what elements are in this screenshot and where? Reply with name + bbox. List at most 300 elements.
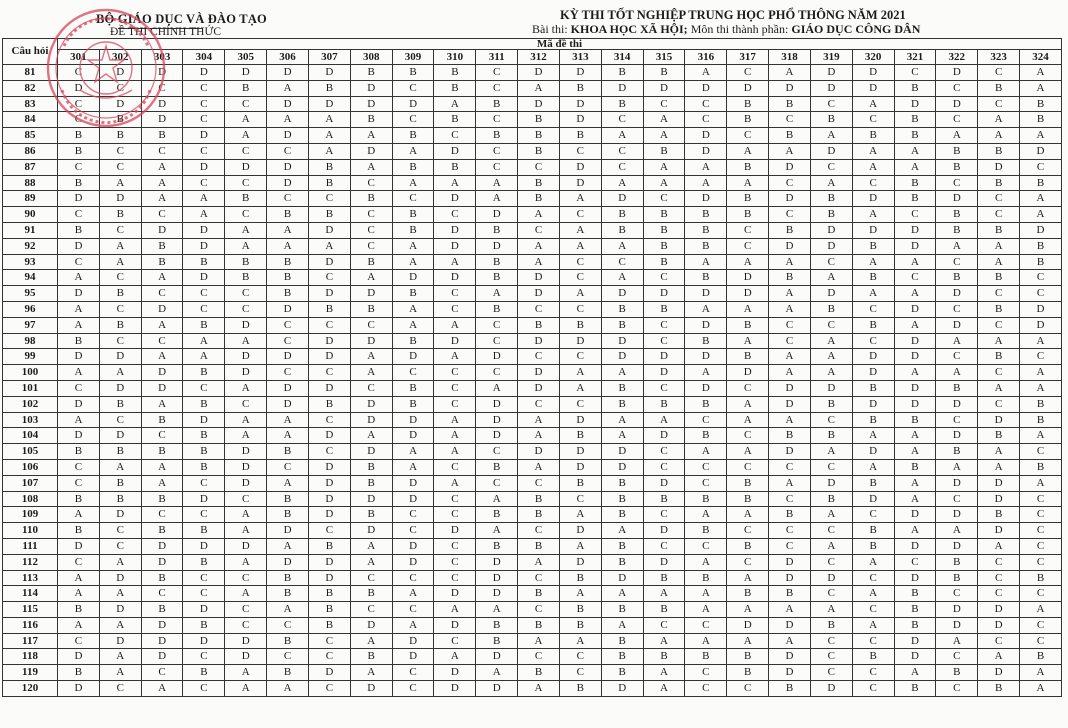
- answer-cell: A: [727, 143, 769, 159]
- answer-cell: B: [894, 602, 936, 618]
- answer-cell: A: [141, 475, 183, 491]
- answer-cell: D: [225, 475, 267, 491]
- answer-cell: D: [350, 491, 392, 507]
- answer-cell: A: [769, 412, 811, 428]
- question-number: 104: [3, 428, 58, 444]
- answer-cell: B: [601, 554, 643, 570]
- answer-cell: C: [434, 380, 476, 396]
- answer-cell: D: [308, 222, 350, 238]
- answer-cell: B: [936, 665, 978, 681]
- answer-cell: A: [183, 207, 225, 223]
- answer-cell: B: [476, 128, 518, 144]
- answer-cell: B: [894, 412, 936, 428]
- answer-cell: C: [476, 159, 518, 175]
- answer-cell: B: [769, 96, 811, 112]
- answer-cell: B: [58, 491, 100, 507]
- answer-cell: B: [476, 538, 518, 554]
- question-number: 102: [3, 396, 58, 412]
- answer-cell: C: [267, 333, 309, 349]
- answer-cell: A: [141, 270, 183, 286]
- answer-cell: B: [936, 207, 978, 223]
- answer-cell: B: [308, 301, 350, 317]
- table-row: [3, 428, 1062, 444]
- answer-cell: D: [769, 380, 811, 396]
- answer-cell: C: [350, 222, 392, 238]
- answer-cell: A: [518, 238, 560, 254]
- answer-cell: A: [894, 254, 936, 270]
- question-number: 93: [3, 254, 58, 270]
- answer-cell: C: [434, 396, 476, 412]
- answer-cell: B: [559, 475, 601, 491]
- exam-code-321: 321: [894, 50, 936, 65]
- answer-cell: C: [727, 380, 769, 396]
- answer-cell: B: [267, 570, 309, 586]
- answer-cell: A: [810, 175, 852, 191]
- answer-cell: C: [810, 523, 852, 539]
- question-number: 82: [3, 80, 58, 96]
- exam-code-301: 301: [58, 50, 100, 65]
- table-row: [3, 681, 1062, 697]
- answer-cell: C: [267, 191, 309, 207]
- answer-cell: A: [1020, 80, 1062, 96]
- answer-cell: A: [1020, 207, 1062, 223]
- question-number: 115: [3, 602, 58, 618]
- answer-cell: C: [58, 207, 100, 223]
- answer-cell: A: [894, 159, 936, 175]
- answer-cell: A: [601, 617, 643, 633]
- answer-cell: A: [727, 412, 769, 428]
- answer-cell: D: [852, 65, 894, 81]
- answer-cell: B: [559, 570, 601, 586]
- answer-cell: C: [183, 681, 225, 697]
- answer-cell: C: [267, 649, 309, 665]
- answer-cell: D: [810, 380, 852, 396]
- answer-cell: A: [225, 665, 267, 681]
- answer-cell: D: [518, 380, 560, 396]
- answer-cell: B: [643, 222, 685, 238]
- answer-cell: B: [476, 270, 518, 286]
- answer-cell: D: [559, 159, 601, 175]
- answer-cell: C: [225, 143, 267, 159]
- answer-cell: B: [141, 570, 183, 586]
- answer-cell: A: [601, 412, 643, 428]
- answer-cell: B: [852, 538, 894, 554]
- answer-cell: A: [267, 475, 309, 491]
- exam-code-header: Mã đề thi: [58, 39, 1062, 50]
- answer-cell: A: [559, 586, 601, 602]
- answer-cell: C: [559, 207, 601, 223]
- answer-cell: A: [58, 270, 100, 286]
- answer-cell: B: [685, 270, 727, 286]
- component-name: GIÁO DỤC CÔNG DÂN: [791, 22, 921, 36]
- answer-cell: D: [350, 80, 392, 96]
- table-row: [3, 570, 1062, 586]
- answer-cell: A: [183, 191, 225, 207]
- exam-code-320: 320: [852, 50, 894, 65]
- answer-cell: A: [727, 396, 769, 412]
- table-row: [3, 586, 1062, 602]
- answer-cell: A: [434, 602, 476, 618]
- answer-cell: C: [99, 222, 141, 238]
- question-number: 107: [3, 475, 58, 491]
- answer-cell: C: [476, 444, 518, 460]
- answer-cell: A: [978, 254, 1020, 270]
- answer-cell: D: [476, 570, 518, 586]
- answer-cell: A: [141, 191, 183, 207]
- answer-cell: B: [601, 301, 643, 317]
- answer-cell: C: [727, 222, 769, 238]
- answer-cell: D: [99, 507, 141, 523]
- answer-cell: D: [810, 681, 852, 697]
- answer-cell: D: [978, 491, 1020, 507]
- answer-cell: D: [392, 349, 434, 365]
- answer-cell: B: [727, 207, 769, 223]
- answer-cell: C: [476, 365, 518, 381]
- answer-cell: A: [225, 380, 267, 396]
- question-number: 92: [3, 238, 58, 254]
- answer-cell: B: [225, 80, 267, 96]
- question-number: 85: [3, 128, 58, 144]
- answer-cell: D: [225, 159, 267, 175]
- subject-name: KHOA HỌC XÃ HỘI;: [570, 22, 688, 36]
- answer-cell: D: [894, 222, 936, 238]
- answer-cell: A: [267, 681, 309, 697]
- answer-cell: D: [936, 617, 978, 633]
- answer-cell: B: [141, 238, 183, 254]
- answer-cell: B: [559, 317, 601, 333]
- question-number: 98: [3, 333, 58, 349]
- answer-cell: B: [852, 128, 894, 144]
- answer-cell: D: [685, 317, 727, 333]
- answer-cell: D: [685, 349, 727, 365]
- answer-cell: C: [810, 459, 852, 475]
- table-row: [3, 396, 1062, 412]
- answer-cell: B: [852, 238, 894, 254]
- answer-cell: C: [183, 112, 225, 128]
- answer-cell: C: [852, 175, 894, 191]
- table-row: [3, 444, 1062, 460]
- answer-cell: D: [559, 459, 601, 475]
- answer-cell: C: [601, 112, 643, 128]
- answer-cell: C: [225, 617, 267, 633]
- answer-cell: A: [559, 365, 601, 381]
- answer-cell: C: [518, 396, 560, 412]
- answer-cell: D: [183, 65, 225, 81]
- answer-cell: B: [518, 665, 560, 681]
- answer-cell: A: [894, 143, 936, 159]
- answer-cell: A: [392, 317, 434, 333]
- answer-cell: A: [978, 380, 1020, 396]
- answer-cell: A: [434, 96, 476, 112]
- answer-cell: D: [267, 554, 309, 570]
- question-header: Câu hỏi: [3, 39, 58, 65]
- answer-cell: D: [727, 286, 769, 302]
- table-row: [3, 112, 1062, 128]
- answer-cell: C: [978, 365, 1020, 381]
- table-row: [3, 617, 1062, 633]
- answer-cell: B: [978, 143, 1020, 159]
- answer-cell: B: [978, 428, 1020, 444]
- answer-cell: A: [559, 286, 601, 302]
- answer-cell: D: [308, 254, 350, 270]
- answer-cell: A: [978, 538, 1020, 554]
- answer-cell: C: [392, 191, 434, 207]
- answer-cell: D: [58, 396, 100, 412]
- question-number: 87: [3, 159, 58, 175]
- answer-cell: A: [559, 222, 601, 238]
- answer-cell: A: [601, 428, 643, 444]
- answer-cell: D: [601, 80, 643, 96]
- answer-cell: D: [392, 270, 434, 286]
- answer-cell: D: [936, 428, 978, 444]
- answer-cell: B: [894, 459, 936, 475]
- answer-cell: C: [685, 681, 727, 697]
- answer-cell: D: [58, 681, 100, 697]
- answer-cell: D: [99, 428, 141, 444]
- answer-cell: B: [685, 491, 727, 507]
- answer-cell: D: [601, 570, 643, 586]
- exam-code-319: 319: [810, 50, 852, 65]
- table-row: [3, 80, 1062, 96]
- answer-cell: A: [434, 175, 476, 191]
- answer-cell: B: [476, 222, 518, 238]
- answer-cell: D: [225, 444, 267, 460]
- question-number: 97: [3, 317, 58, 333]
- answer-cell: A: [350, 538, 392, 554]
- answer-cell: D: [685, 128, 727, 144]
- answer-cell: A: [894, 317, 936, 333]
- table-row: [3, 191, 1062, 207]
- answer-cell: A: [225, 222, 267, 238]
- answer-cell: B: [350, 65, 392, 81]
- answer-cell: C: [559, 396, 601, 412]
- answer-cell: C: [978, 286, 1020, 302]
- ministry-name: BỘ GIÁO DỤC VÀ ĐÀO TẠO: [96, 12, 267, 26]
- answer-cell: A: [601, 586, 643, 602]
- answer-cell: A: [434, 254, 476, 270]
- answer-cell: B: [685, 222, 727, 238]
- answer-cell: C: [769, 175, 811, 191]
- answer-cell: D: [350, 444, 392, 460]
- answer-cell: A: [350, 349, 392, 365]
- answer-cell: C: [643, 538, 685, 554]
- answer-cell: D: [894, 349, 936, 365]
- answer-cell: A: [99, 238, 141, 254]
- answer-cell: C: [308, 523, 350, 539]
- answer-cell: C: [99, 270, 141, 286]
- answer-cell: A: [685, 365, 727, 381]
- answer-cell: C: [392, 570, 434, 586]
- answer-cell: D: [434, 617, 476, 633]
- answer-cell: D: [476, 349, 518, 365]
- answer-cell: D: [58, 238, 100, 254]
- answer-cell: D: [392, 412, 434, 428]
- answer-cell: A: [852, 554, 894, 570]
- answer-cell: D: [476, 649, 518, 665]
- answer-cell: A: [643, 175, 685, 191]
- answer-cell: B: [1020, 459, 1062, 475]
- question-number: 113: [3, 570, 58, 586]
- answer-cell: B: [643, 602, 685, 618]
- answer-cell: C: [58, 65, 100, 81]
- answer-cell: B: [183, 523, 225, 539]
- answer-cell: D: [141, 617, 183, 633]
- answer-cell: B: [392, 286, 434, 302]
- answer-cell: A: [518, 412, 560, 428]
- answer-cell: A: [727, 507, 769, 523]
- answer-cell: C: [434, 301, 476, 317]
- table-row: [3, 365, 1062, 381]
- exam-code-313: 313: [559, 50, 601, 65]
- answer-cell: D: [643, 554, 685, 570]
- answer-cell: D: [978, 159, 1020, 175]
- answer-cell: B: [183, 317, 225, 333]
- answer-cell: C: [476, 475, 518, 491]
- answer-cell: B: [727, 317, 769, 333]
- answer-cell: D: [894, 396, 936, 412]
- answer-cell: B: [601, 96, 643, 112]
- answer-cell: D: [434, 238, 476, 254]
- answer-cell: B: [643, 570, 685, 586]
- answer-cell: B: [350, 191, 392, 207]
- answer-cell: C: [978, 65, 1020, 81]
- answer-cell: C: [476, 112, 518, 128]
- answer-cell: B: [978, 507, 1020, 523]
- answer-cell: D: [183, 128, 225, 144]
- answer-cell: C: [99, 333, 141, 349]
- answer-cell: A: [99, 365, 141, 381]
- answer-cell: D: [141, 554, 183, 570]
- answer-cell: D: [350, 681, 392, 697]
- answer-cell: A: [392, 459, 434, 475]
- answer-cell: B: [476, 301, 518, 317]
- exam-code-316: 316: [685, 50, 727, 65]
- answer-cell: A: [852, 207, 894, 223]
- answer-cell: D: [518, 365, 560, 381]
- answer-cell: D: [476, 554, 518, 570]
- answer-cell: B: [350, 459, 392, 475]
- answer-cell: A: [225, 238, 267, 254]
- answer-cell: A: [183, 333, 225, 349]
- answer-cell: D: [852, 444, 894, 460]
- answer-cell: B: [141, 523, 183, 539]
- answer-cell: C: [685, 112, 727, 128]
- answer-cell: D: [308, 491, 350, 507]
- answer-cell: B: [601, 475, 643, 491]
- answer-cell: D: [350, 523, 392, 539]
- answer-cell: D: [559, 554, 601, 570]
- answer-cell: B: [559, 602, 601, 618]
- table-row: [3, 491, 1062, 507]
- answer-cell: B: [601, 396, 643, 412]
- answer-cell: D: [894, 333, 936, 349]
- answer-cell: A: [978, 444, 1020, 460]
- question-number: 94: [3, 270, 58, 286]
- answer-cell: C: [392, 681, 434, 697]
- answer-cell: D: [936, 96, 978, 112]
- answer-cell: B: [810, 191, 852, 207]
- answer-cell: C: [141, 207, 183, 223]
- answer-cell: A: [476, 175, 518, 191]
- answer-cell: B: [225, 191, 267, 207]
- answer-cell: B: [685, 238, 727, 254]
- question-number: 99: [3, 349, 58, 365]
- table-row: [3, 301, 1062, 317]
- answer-cell: D: [476, 396, 518, 412]
- answer-cell: C: [1020, 617, 1062, 633]
- answer-cell: A: [476, 491, 518, 507]
- answer-cell: D: [308, 554, 350, 570]
- answer-cell: C: [99, 80, 141, 96]
- answer-cell: D: [350, 617, 392, 633]
- answer-cell: C: [183, 143, 225, 159]
- answer-cell: A: [769, 143, 811, 159]
- answer-cell: C: [308, 444, 350, 460]
- answer-cell: C: [978, 96, 1020, 112]
- answer-cell: C: [936, 254, 978, 270]
- exam-code-306: 306: [267, 50, 309, 65]
- answer-cell: D: [58, 191, 100, 207]
- answer-cell: D: [267, 96, 309, 112]
- answer-cell: B: [308, 538, 350, 554]
- answer-cell: C: [643, 459, 685, 475]
- question-number: 112: [3, 554, 58, 570]
- answer-cell: C: [308, 365, 350, 381]
- question-number: 108: [3, 491, 58, 507]
- answer-cell: C: [936, 649, 978, 665]
- answer-cell: B: [267, 491, 309, 507]
- table-row: [3, 143, 1062, 159]
- answer-cell: C: [434, 207, 476, 223]
- table-row: [3, 254, 1062, 270]
- answer-cell: A: [936, 523, 978, 539]
- answer-cell: A: [852, 159, 894, 175]
- answer-cell: C: [58, 159, 100, 175]
- answer-cell: C: [99, 412, 141, 428]
- answer-cell: D: [392, 475, 434, 491]
- answer-cell: C: [978, 191, 1020, 207]
- answer-cell: A: [58, 507, 100, 523]
- answer-cell: D: [99, 570, 141, 586]
- answer-cell: C: [769, 333, 811, 349]
- answer-cell: B: [392, 396, 434, 412]
- answer-cell: C: [434, 491, 476, 507]
- answer-cell: A: [769, 365, 811, 381]
- answer-cell: C: [476, 143, 518, 159]
- exam-code-305: 305: [225, 50, 267, 65]
- answer-cell: A: [392, 143, 434, 159]
- answer-cell: B: [769, 428, 811, 444]
- answer-cell: B: [559, 80, 601, 96]
- question-number: 100: [3, 365, 58, 381]
- answer-cell: B: [978, 301, 1020, 317]
- answer-cell: D: [225, 349, 267, 365]
- answer-cell: B: [518, 112, 560, 128]
- answer-cell: C: [769, 523, 811, 539]
- answer-cell: D: [434, 333, 476, 349]
- answer-cell: C: [99, 681, 141, 697]
- answer-cell: A: [225, 428, 267, 444]
- answer-cell: C: [643, 507, 685, 523]
- answer-cell: D: [643, 365, 685, 381]
- answer-cell: A: [476, 602, 518, 618]
- question-number: 103: [3, 412, 58, 428]
- answer-cell: D: [894, 238, 936, 254]
- answer-cell: D: [99, 349, 141, 365]
- answer-cell: B: [936, 570, 978, 586]
- answer-cell: B: [308, 175, 350, 191]
- answer-cell: C: [1020, 286, 1062, 302]
